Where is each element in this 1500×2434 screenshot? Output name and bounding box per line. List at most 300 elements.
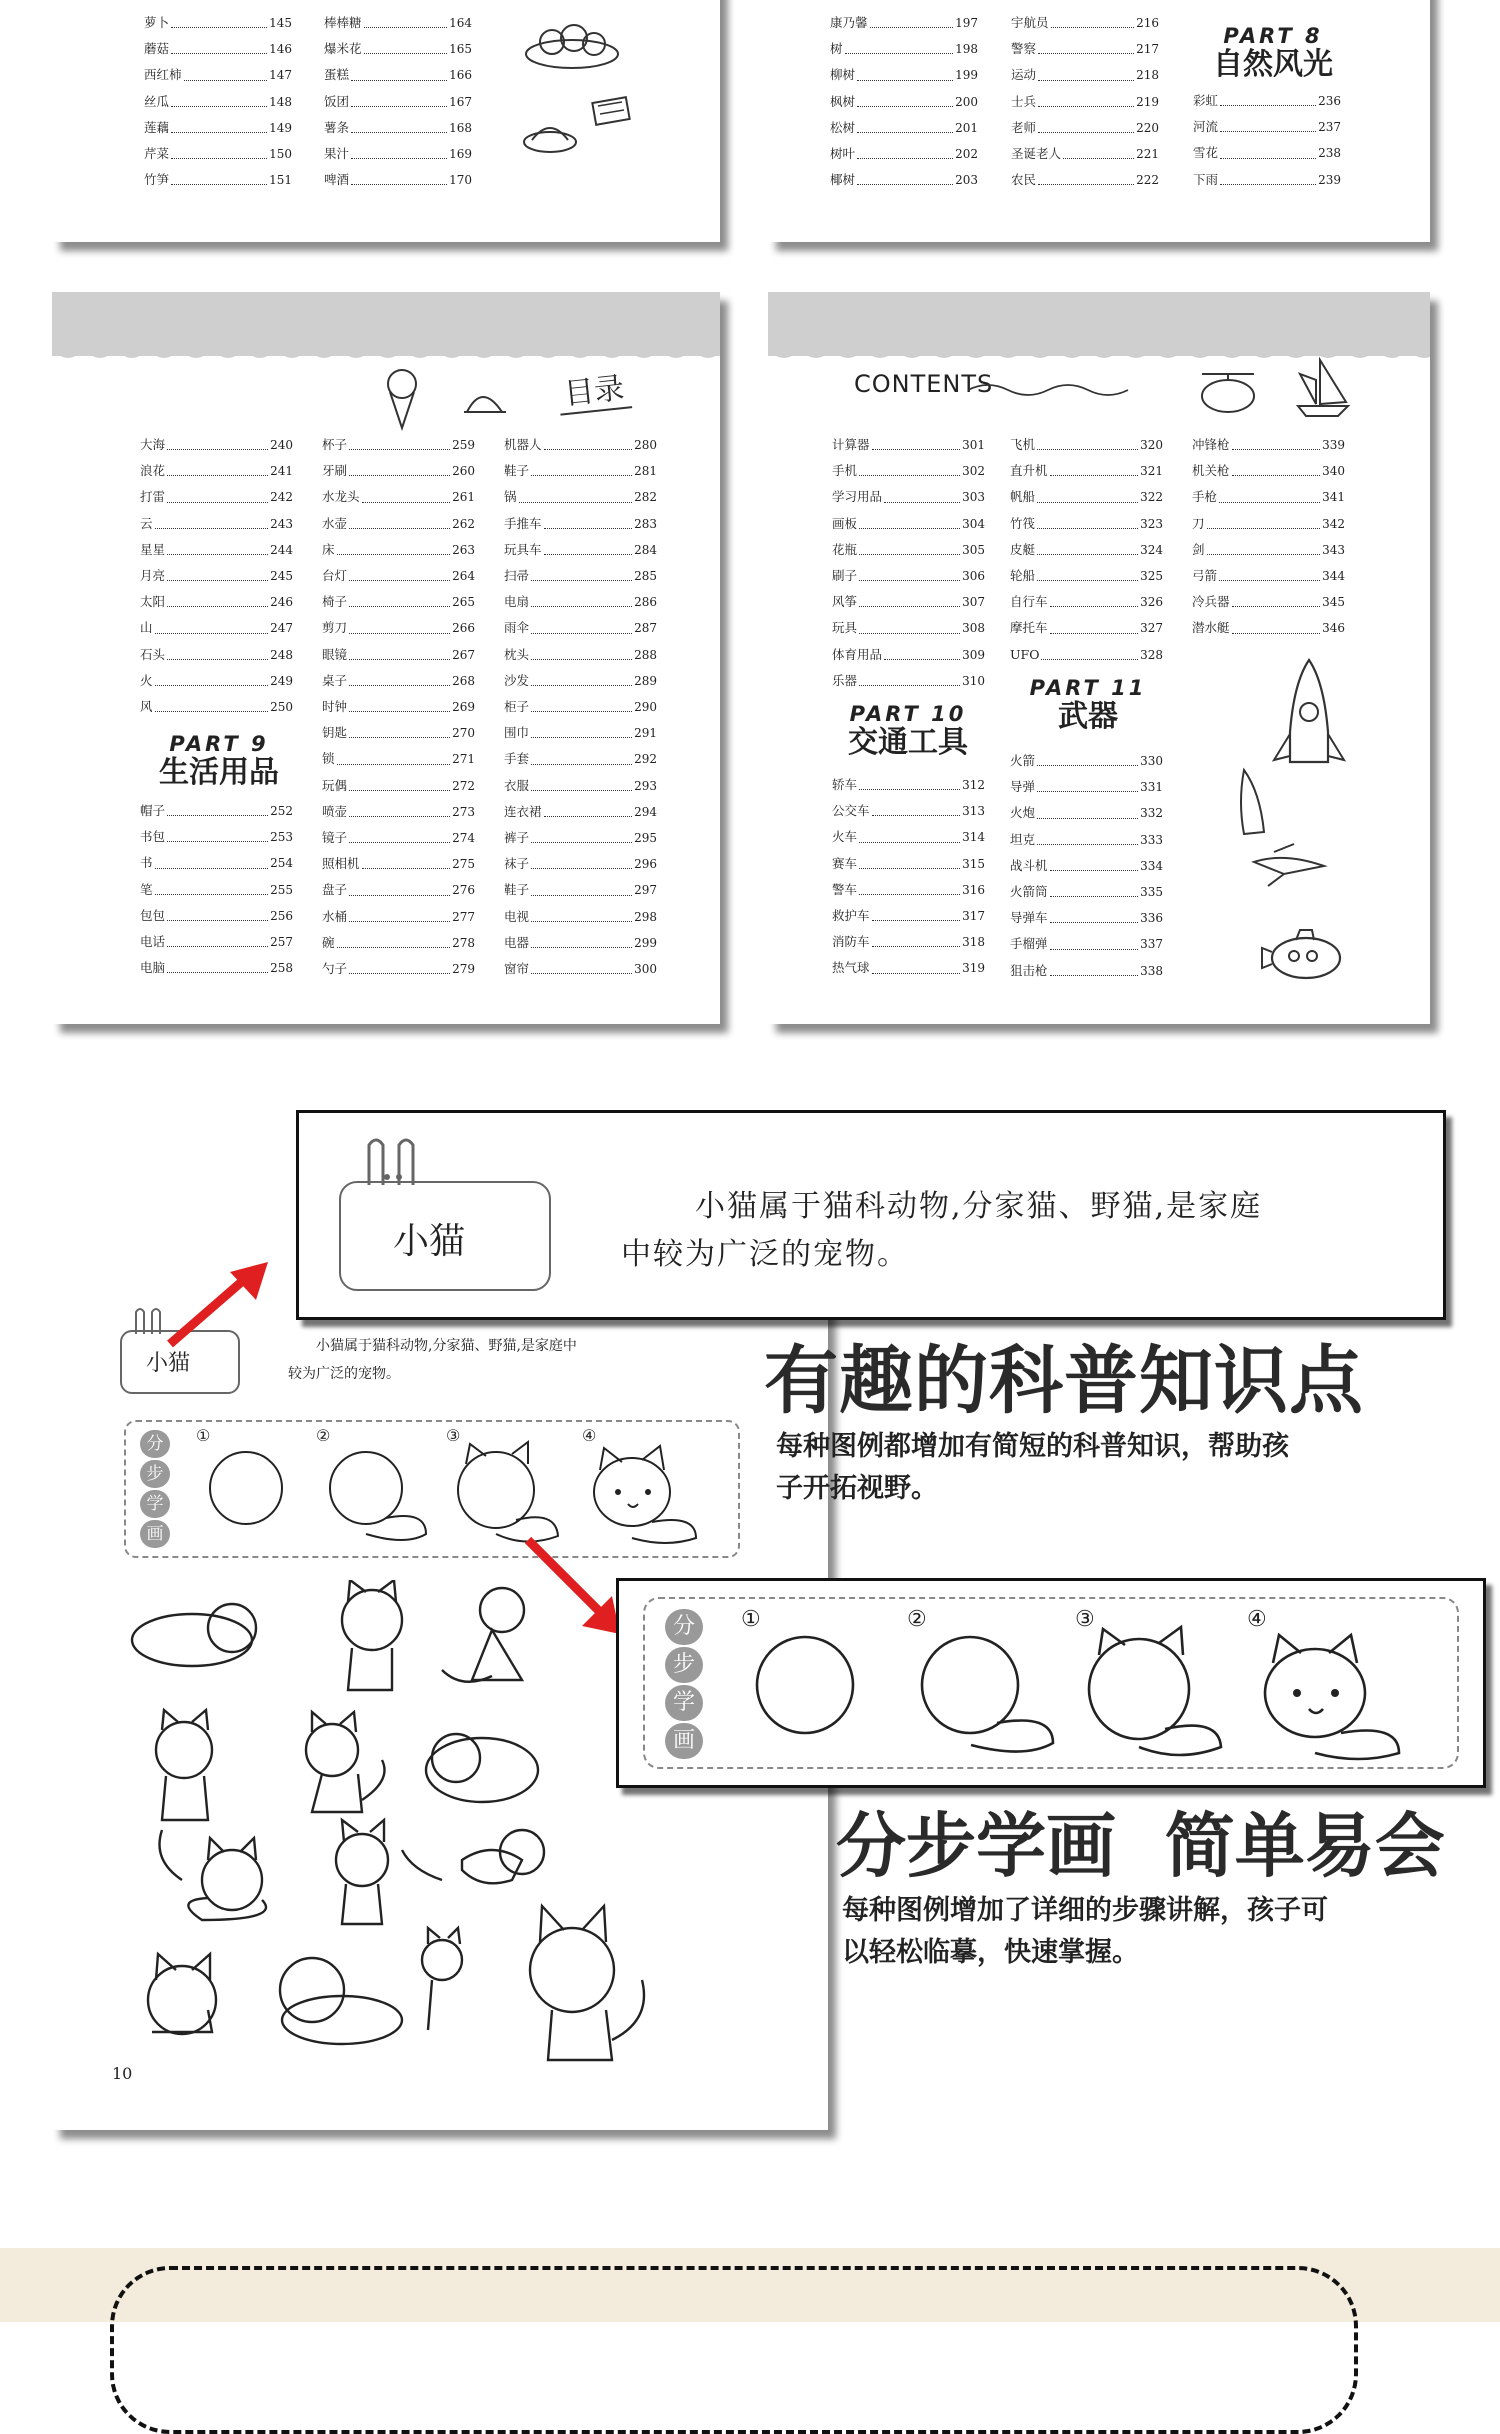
- toc-entry-page: 288: [634, 647, 657, 662]
- helicopter-icon: [1188, 354, 1368, 424]
- toc-entry-name: 圣诞老人: [1011, 146, 1062, 162]
- dot-leader: [1207, 511, 1321, 529]
- toc-entry: [144, 141, 292, 167]
- toc-entry: [832, 615, 985, 641]
- dot-leader: [1038, 62, 1134, 80]
- toc-entry-name: 袜子: [504, 856, 530, 872]
- dot-leader: [531, 642, 632, 660]
- toc-entry-page: 321: [1140, 464, 1163, 479]
- part-number: PART 11: [1029, 676, 1147, 700]
- toc-entry-page: 168: [449, 120, 472, 135]
- dot-leader: [155, 877, 269, 895]
- dot-leader: [351, 167, 447, 185]
- toc-entry-name: 山: [140, 620, 153, 636]
- toc-entry-page: 300: [634, 962, 657, 977]
- toc-entry: [1192, 615, 1345, 641]
- toc-page-right: [768, 292, 1430, 1024]
- toc-entry-name: 杯子: [322, 437, 348, 452]
- toc-entry-name: 皮艇: [1010, 541, 1036, 557]
- toc-entry-page: 248: [270, 647, 293, 662]
- dot-leader: [351, 89, 447, 107]
- steps-char: 步: [665, 1647, 703, 1683]
- toc-entry: [1192, 432, 1345, 458]
- toc-column: [144, 10, 292, 193]
- toc-entry: [1011, 62, 1159, 88]
- toc-entry: [322, 799, 475, 825]
- toc-entry: [504, 956, 657, 982]
- toc-entry-page: 324: [1140, 542, 1163, 557]
- toc-entry-name: 裤子: [504, 830, 530, 846]
- toc-entry-page: 216: [1136, 16, 1159, 30]
- toc-entry-page: 293: [634, 778, 657, 793]
- toc-entry-page: 169: [449, 147, 472, 162]
- toc-entry-page: 218: [1136, 68, 1159, 83]
- toc-entry: [1010, 615, 1163, 641]
- dot-leader: [1037, 748, 1138, 766]
- part-title: 生活用品: [159, 755, 279, 790]
- toc-entry-name: 风筝: [832, 594, 858, 610]
- toc-entry-page: 285: [634, 569, 657, 584]
- dot-leader: [1219, 484, 1320, 502]
- step-number: ①: [741, 1607, 761, 1632]
- toc-entry: [140, 694, 293, 720]
- toc-entry-name: 导弹车: [1010, 910, 1048, 926]
- dot-leader: [1037, 484, 1138, 502]
- toc-entry: [1010, 879, 1163, 905]
- toc-entry-page: 284: [634, 542, 657, 557]
- toc-entry-page: 269: [452, 700, 475, 715]
- toc-entry-page: 334: [1140, 858, 1163, 873]
- toc-entry: [1192, 537, 1345, 563]
- step-drawing-box-large: [643, 1597, 1459, 1769]
- callout-steps-zoom: [616, 1578, 1486, 1788]
- dot-leader: [872, 903, 961, 921]
- toc-column: [832, 432, 985, 694]
- toc-entry: [504, 694, 657, 720]
- toc-entry-name: 书: [140, 855, 153, 871]
- toc-entry-page: 342: [1322, 516, 1345, 531]
- toc-entry-page: 262: [452, 516, 475, 531]
- dot-leader: [155, 668, 269, 686]
- toc-entry-name: 笔: [140, 881, 153, 897]
- toc-entry-name: 竹筏: [1010, 515, 1036, 531]
- toc-entry: [832, 772, 985, 798]
- dot-leader: [1037, 774, 1138, 792]
- dot-leader: [167, 458, 268, 476]
- toc-entry: [832, 955, 985, 981]
- toc-entry: [322, 720, 475, 746]
- toc-entry: [830, 10, 978, 36]
- toc-entry-page: 201: [955, 120, 978, 135]
- toc-entry-page: 267: [452, 647, 475, 662]
- toc-entry-page: 333: [1140, 832, 1163, 847]
- part-number: PART 9: [169, 732, 269, 756]
- toc-entry: [1011, 115, 1159, 141]
- toc-entry: [140, 798, 293, 824]
- toc-entry-page: 310: [962, 673, 985, 688]
- dot-leader: [349, 642, 450, 660]
- toc-entry-page: 252: [270, 804, 293, 818]
- dot-leader: [1050, 958, 1139, 976]
- dot-leader: [349, 825, 450, 843]
- dot-leader: [1220, 88, 1316, 106]
- toc-entry-page: 336: [1140, 911, 1163, 926]
- dot-leader: [349, 615, 450, 633]
- swirl-decoration-icon: [968, 378, 1148, 398]
- toc-entry-name: 手榴弹: [1010, 936, 1048, 952]
- toc-entry-name: 月亮: [140, 568, 166, 584]
- toc-entry: [504, 799, 657, 825]
- toc-entry: [832, 511, 985, 537]
- toc-entry: [322, 511, 475, 537]
- toc-entry: [1010, 931, 1163, 957]
- toc-entry-name: 钥匙: [322, 725, 348, 741]
- toc-entry: [140, 537, 293, 563]
- toc-entry-page: 313: [962, 804, 985, 819]
- toc-entry: [1010, 484, 1163, 510]
- dot-leader: [1038, 89, 1134, 107]
- dot-leader: [859, 589, 960, 607]
- dot-leader: [531, 851, 632, 869]
- toc-entry: [140, 511, 293, 537]
- dot-leader: [362, 484, 451, 502]
- toc-entry-page: 328: [1140, 647, 1163, 662]
- toc-entry-name: 导弹: [1010, 779, 1036, 795]
- toc-entry-name: 电器: [504, 934, 530, 950]
- toc-entry: [324, 62, 472, 88]
- toc-entry-page: 295: [634, 831, 657, 846]
- dot-leader: [544, 432, 633, 450]
- toc-entry-page: 241: [270, 464, 293, 479]
- toc-entry-name: 太阳: [140, 594, 166, 610]
- toc-entry-name: 火箭: [1010, 753, 1036, 768]
- toc-entry-page: 240: [270, 438, 293, 452]
- toc-entry-page: 276: [452, 883, 475, 898]
- toc-entry: [504, 904, 657, 930]
- toc-entry-name: 玩具: [832, 620, 858, 636]
- toc-entry-name: 冲锋枪: [1192, 437, 1230, 452]
- toc-entry-name: 弓箭: [1192, 568, 1218, 584]
- toc-entry-name: 锁: [322, 751, 335, 767]
- toc-entry-name: 老师: [1011, 119, 1037, 135]
- dot-leader: [1063, 141, 1134, 159]
- toc-column: [1193, 88, 1341, 193]
- toc-entry-name: 大海: [140, 437, 166, 452]
- toc-entry-name: 帆船: [1010, 489, 1036, 505]
- toc-entry-name: 窗帘: [504, 961, 530, 977]
- toc-entry: [504, 877, 657, 903]
- part-title: 武器: [1058, 699, 1118, 734]
- toc-entry-page: 237: [1318, 120, 1341, 135]
- dot-leader: [519, 484, 633, 502]
- toc-entry: [322, 432, 475, 458]
- dot-leader: [859, 458, 960, 476]
- toc-entry-page: 246: [270, 595, 293, 610]
- toc-entry: [504, 432, 657, 458]
- steps-char: 画: [140, 1520, 170, 1548]
- dot-leader: [1050, 458, 1139, 476]
- dot-leader: [171, 89, 267, 107]
- toc-entry: [322, 694, 475, 720]
- dot-leader: [1037, 800, 1138, 818]
- toc-entry-page: 275: [452, 857, 475, 872]
- toc-entry-page: 309: [962, 647, 985, 662]
- toc-entry-page: 317: [962, 909, 985, 924]
- toc-entry-name: 柳树: [830, 67, 856, 83]
- toc-entry-page: 318: [962, 935, 985, 950]
- dot-leader: [167, 484, 268, 502]
- toc-entry: [1193, 167, 1341, 193]
- toc-entry-page: 263: [452, 542, 475, 557]
- toc-entry-name: 热气球: [832, 960, 870, 976]
- dot-leader: [859, 877, 960, 895]
- toc-entry-page: 261: [452, 490, 475, 505]
- food-doodle-icon: [522, 20, 632, 160]
- toc-entry-name: 坦克: [1010, 831, 1036, 847]
- toc-entry-name: 花瓶: [832, 541, 858, 557]
- toc-entry: [1010, 537, 1163, 563]
- dot-leader: [1232, 458, 1321, 476]
- toc-entry-page: 165: [449, 42, 472, 57]
- toc-entry-name: 西红柿: [144, 67, 182, 83]
- toc-entry-name: 彩虹: [1193, 93, 1219, 108]
- toc-entry: [1010, 748, 1163, 774]
- toc-entry-name: 刷子: [832, 568, 858, 584]
- toc-entry-name: 枕头: [504, 646, 530, 662]
- dot-leader: [531, 458, 632, 476]
- toc-entry: [322, 615, 475, 641]
- toc-entry-page: 257: [270, 935, 293, 950]
- toc-entry-name: 消防车: [832, 934, 870, 950]
- toc-entry-name: 连衣裙: [504, 803, 542, 819]
- toc-entry: [324, 36, 472, 62]
- toc-entry-name: 自行车: [1010, 594, 1048, 610]
- toc-entry: [504, 746, 657, 772]
- toc-entry-name: 火: [140, 672, 153, 688]
- toc-entry: [504, 773, 657, 799]
- dot-leader: [171, 10, 267, 28]
- toc-entry-page: 306: [962, 569, 985, 584]
- toc-entry: [322, 589, 475, 615]
- toc-column: [140, 798, 293, 981]
- cat-steps-drawing: [186, 1430, 726, 1550]
- toc-title: 目录: [556, 362, 632, 415]
- toc-entry-page: 244: [270, 542, 293, 557]
- dot-leader: [872, 432, 961, 450]
- dot-leader: [351, 115, 447, 133]
- step-number: ①: [196, 1426, 211, 1445]
- toc-entry-page: 164: [449, 16, 472, 30]
- toc-entry-name: 下雨: [1193, 171, 1219, 187]
- toc-entry-name: 枫树: [830, 93, 856, 109]
- toc-entry: [1192, 484, 1345, 510]
- dot-leader: [1050, 879, 1139, 897]
- cat-label: 小猫: [146, 1351, 191, 1376]
- toc-entry: [1011, 36, 1159, 62]
- steps-char: 步: [140, 1460, 170, 1488]
- toc-entry-name: 公交车: [832, 803, 870, 819]
- dot-leader: [531, 956, 632, 974]
- toc-entry-name: 运动: [1011, 67, 1037, 83]
- toc-entry-name: 薯条: [324, 119, 350, 135]
- toc-entry-page: 260: [452, 464, 475, 479]
- dot-leader: [349, 877, 450, 895]
- toc-entry-name: 赛车: [832, 855, 858, 871]
- toc-entry-page: 219: [1136, 94, 1159, 109]
- toc-entry: [832, 929, 985, 955]
- toc-entry: [830, 62, 978, 88]
- toc-entry-name: 画板: [832, 515, 858, 531]
- toc-entry-page: 297: [634, 883, 657, 898]
- toc-entry-name: 刀: [1192, 515, 1205, 531]
- dot-leader: [155, 694, 269, 712]
- toc-entry-name: 手套: [504, 751, 530, 767]
- toc-entry-page: 167: [449, 94, 472, 109]
- dot-leader: [531, 877, 632, 895]
- dot-leader: [155, 511, 269, 529]
- toc-entry: [1193, 140, 1341, 166]
- toc-entry-page: 270: [452, 726, 475, 741]
- toc-entry-page: 245: [270, 569, 293, 584]
- toc-entry-page: 243: [270, 516, 293, 531]
- steps-label: [665, 1609, 703, 1759]
- toc-entry: [140, 877, 293, 903]
- toc-entry: [1192, 458, 1345, 484]
- toc-entry: [140, 484, 293, 510]
- part-number: PART 10: [849, 702, 967, 726]
- dot-leader: [1220, 167, 1316, 185]
- toc-entry-name: 石头: [140, 646, 166, 662]
- toc-column: [830, 10, 978, 193]
- toc-entry-name: 时钟: [322, 699, 348, 715]
- toc-entry-name: 剪刀: [322, 620, 348, 636]
- toc-entry: [140, 615, 293, 641]
- steps-char: 学: [140, 1490, 170, 1518]
- toc-entry: [322, 851, 475, 877]
- toc-entry: [322, 956, 475, 982]
- toc-entry-page: 294: [634, 804, 657, 819]
- toc-entry-page: 273: [452, 804, 475, 819]
- dot-leader: [167, 798, 268, 816]
- dot-leader: [171, 141, 267, 159]
- dot-leader: [337, 537, 451, 555]
- toc-entry-page: 202: [955, 147, 978, 162]
- toc-entry-page: 264: [452, 569, 475, 584]
- toc-entry-page: 292: [634, 752, 657, 767]
- toc-entry-name: 竹笋: [144, 172, 170, 188]
- toc-entry-page: 256: [270, 908, 293, 923]
- dot-leader: [544, 511, 633, 529]
- toc-entry: [144, 167, 292, 193]
- toc-entry: [144, 89, 292, 115]
- toc-entry-page: 346: [1322, 621, 1345, 636]
- toc-column: [1011, 10, 1159, 193]
- toc-entry: [324, 167, 472, 193]
- dot-leader: [531, 720, 632, 738]
- part-heading: [1008, 676, 1168, 734]
- toc-entry-name: 警车: [832, 881, 858, 897]
- toc-entry-name: 战斗机: [1010, 857, 1048, 873]
- toc-entry-name: 碗: [322, 934, 335, 950]
- dot-leader: [1232, 615, 1321, 633]
- toc-entry-name: 树叶: [830, 146, 856, 162]
- toc-entry-name: 台灯: [322, 568, 348, 584]
- toc-entry-page: 147: [269, 68, 292, 83]
- toc-entry-page: 282: [634, 490, 657, 505]
- toc-entry: [1010, 853, 1163, 879]
- toc-entry: [140, 955, 293, 981]
- toc-entry-page: 291: [634, 726, 657, 741]
- toc-entry: [832, 642, 985, 668]
- toc-entry-page: 304: [962, 516, 985, 531]
- toc-entry-name: 沙发: [504, 672, 530, 688]
- toc-entry-page: 332: [1140, 806, 1163, 821]
- toc-entry: [504, 825, 657, 851]
- toc-entry-page: 236: [1318, 94, 1341, 108]
- toc-entry-page: 326: [1140, 595, 1163, 610]
- part-number: PART 8: [1223, 24, 1323, 48]
- toc-entry-page: 344: [1322, 569, 1345, 584]
- dot-leader: [171, 167, 267, 185]
- toc-entry: [144, 115, 292, 141]
- toc-entry-name: 学习用品: [832, 489, 883, 505]
- toc-entry-page: 222: [1136, 173, 1159, 188]
- toc-entry-page: 265: [452, 595, 475, 610]
- dot-leader: [531, 825, 632, 843]
- toc-entry: [830, 141, 978, 167]
- toc-entry: [1010, 432, 1163, 458]
- toc-entry-name: 手机: [832, 463, 858, 479]
- toc-entry: [140, 929, 293, 955]
- toc-entry-page: 166: [449, 68, 472, 83]
- toc-entry: [140, 668, 293, 694]
- toc-entry: [1193, 88, 1341, 114]
- toc-entry-name: 电脑: [140, 960, 166, 976]
- toc-entry: [322, 904, 475, 930]
- toc-column: [324, 10, 472, 193]
- dot-leader: [171, 115, 267, 133]
- dot-leader: [1050, 853, 1139, 871]
- dot-leader: [1232, 589, 1321, 607]
- dot-leader: [872, 955, 961, 973]
- toc-entry: [504, 720, 657, 746]
- toc-entry-name: 椅子: [322, 594, 348, 610]
- toc-entry-page: 307: [962, 595, 985, 610]
- callout-description-zoom: [296, 1110, 1446, 1320]
- toc-column: [1010, 748, 1163, 984]
- steps-char: 画: [665, 1723, 703, 1759]
- toc-entry-name: 丝瓜: [144, 93, 170, 109]
- feature-note-line2: 子开拓视野。: [776, 1473, 938, 1504]
- toc-entry-page: 299: [634, 935, 657, 950]
- cat-description-line2: 中较为广泛的宠物。: [621, 1237, 909, 1272]
- dot-leader: [845, 36, 954, 54]
- steps-char: 分: [140, 1430, 170, 1458]
- dot-leader: [1037, 537, 1138, 555]
- toc-entry-page: 281: [634, 464, 657, 479]
- toc-page-top-left: [52, 0, 720, 242]
- feature-heading: 分步学画 简单易会: [836, 1805, 1445, 1887]
- toc-entry: [1010, 800, 1163, 826]
- cat-description-line1: 小猫属于猫科动物,分家猫、野猫,是家庭: [695, 1189, 1263, 1224]
- toc-entry: [504, 511, 657, 537]
- toc-entry-name: 包包: [140, 907, 166, 923]
- toc-column: [322, 432, 475, 982]
- dot-leader: [872, 929, 961, 947]
- dot-leader: [870, 10, 954, 28]
- toc-entry: [1010, 511, 1163, 537]
- toc-entry-page: 278: [452, 935, 475, 950]
